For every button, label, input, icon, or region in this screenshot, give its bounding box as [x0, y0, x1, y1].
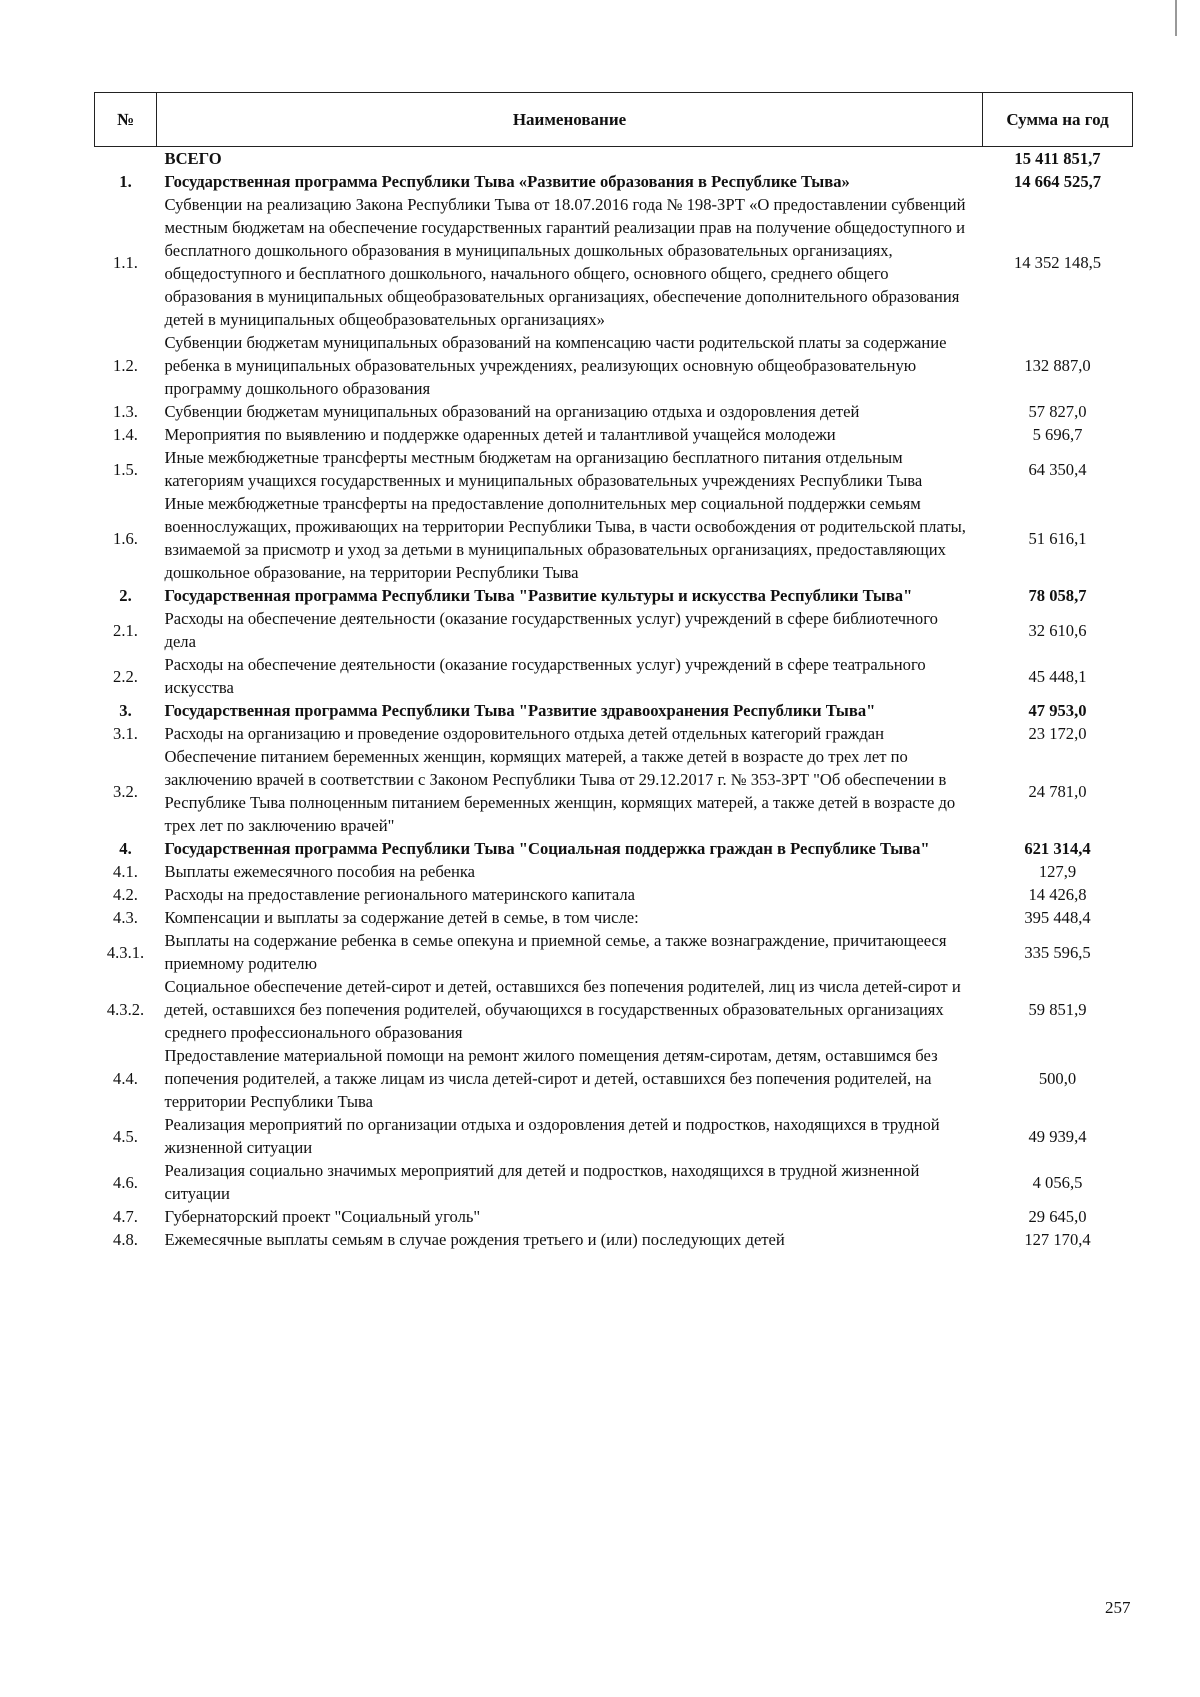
table-row: [95, 906, 1133, 929]
page-number: 257: [1105, 1598, 1131, 1617]
row-sum: 78 058,7: [1028, 586, 1087, 605]
row-sum: 64 350,4: [1028, 459, 1087, 479]
row-sum: 14 352 148,5: [1013, 252, 1102, 272]
row-sum: 14 426,8: [1028, 885, 1087, 904]
row-name: Выплаты ежемесячного пособия на ребенка: [164, 862, 476, 881]
row-number: 4.5.: [113, 1126, 138, 1146]
row-number: 3.2.: [113, 781, 138, 801]
row-sum: 335 596,5: [1024, 942, 1091, 962]
row-sum: 127 170,4: [1024, 1230, 1091, 1249]
table-row: [95, 837, 1133, 860]
row-sum: 29 645,0: [1028, 1207, 1087, 1226]
row-name: Иные межбюджетные трансферты местным бюджетам на организацию бесплатного питания отдельным категориям учащихся государственных и муниципальных образовательных учреждениях Республики Тыва: [164, 448, 923, 490]
row-number: 2.: [119, 586, 132, 605]
row-name: Выплаты на содержание ребенка в семье опекуна и приемной семье, а также вознаграждение, причитающееся приемному родителю: [164, 931, 947, 973]
table-row: [95, 584, 1133, 607]
row-name: Государственная программа Республики Тыва "Развитие здравоохранения Республики Тыва": [164, 701, 876, 720]
table-row: [95, 699, 1133, 722]
row-name: Губернаторский проект "Социальный уголь": [164, 1207, 481, 1226]
row-sum: 15 411 851,7: [1014, 149, 1101, 168]
row-sum: 57 827,0: [1028, 402, 1087, 421]
table-row: [95, 193, 1133, 331]
table-row: [95, 492, 1133, 584]
table-row: [95, 1044, 1133, 1113]
table-row: [95, 1205, 1133, 1228]
row-number: 4.4.: [113, 1069, 138, 1088]
row-name: Расходы на обеспечение деятельности (оказание государственных услуг) учреждений в сфере библиотечного дела: [164, 609, 938, 651]
row-number: 1.1.: [113, 252, 138, 272]
table-row: [95, 1113, 1133, 1159]
row-name: Ежемесячные выплаты семьям в случае рождения третьего и (или) последующих детей: [164, 1230, 785, 1249]
row-number: 1.6.: [113, 528, 138, 548]
row-name: ВСЕГО: [164, 149, 222, 168]
row-sum: 395 448,4: [1024, 908, 1091, 927]
row-sum: 132 887,0: [1024, 356, 1091, 375]
row-sum: 14 664 525,7: [1013, 172, 1102, 191]
table-row: [95, 1159, 1133, 1205]
row-name: Обеспечение питанием беременных женщин, кормящих матерей, а также детей в возрасте до трех лет по заключению врачей в соответствии с Законом Республики Тыва от 29.12.2017 г. № 353-ЗРТ "Об обеспечении в Республике Тыва полноценным питанием беременных женщин, кормящих матерей, а также детей в возрасте до трех лет по заключению врачей": [164, 747, 956, 835]
budget-table: [94, 92, 1133, 1251]
row-number: 1.: [119, 172, 132, 191]
row-number: [95, 147, 157, 171]
row-number: 1.3.: [113, 402, 138, 421]
row-number: 4.2.: [113, 885, 138, 904]
header-num: №: [95, 93, 157, 147]
header-name: Наименование: [157, 93, 983, 147]
table-row: [95, 722, 1133, 745]
table-row: [95, 331, 1133, 400]
row-number: 2.1.: [113, 620, 138, 640]
table-row: [95, 400, 1133, 423]
row-number: 4.6.: [113, 1172, 138, 1192]
row-sum: 4 056,5: [1032, 1172, 1083, 1192]
row-name: Субвенции бюджетам муниципальных образований на компенсацию части родительской платы за содержание ребенка в муниципальных образовательных учреждениях, реализующих основную общеобразовательную программу дошкольного образования: [164, 333, 947, 398]
row-name: Государственная программа Республики Тыва «Развитие образования в Республике Тыва»: [164, 172, 850, 191]
row-number: 4.: [119, 839, 132, 858]
row-sum: 47 953,0: [1028, 701, 1087, 720]
table-row: [95, 929, 1133, 975]
row-name: Компенсации и выплаты за содержание детей в семье, в том числе:: [164, 908, 639, 927]
table-row: [95, 1228, 1133, 1251]
row-sum: 45 448,1: [1028, 666, 1087, 686]
row-number: 1.4.: [113, 425, 138, 444]
table-row: [95, 745, 1133, 837]
row-name: Иные межбюджетные трансферты на предоставление дополнительных мер социальной поддержки семьям военнослужащих, проживающих на территории Республики Тыва, в части освобождения от родительской платы, взимаемой за присмотр и уход за детьми в муниципальных образовательных организациях, предоставляющих дошкольное образование, на территории Республики Тыва: [164, 494, 966, 582]
row-sum: 59 851,9: [1028, 1000, 1087, 1019]
row-number: 1.5.: [113, 459, 138, 479]
row-sum: 127,9: [1038, 862, 1077, 881]
header-sum: Сумма на год: [983, 93, 1133, 147]
row-sum: 49 939,4: [1028, 1126, 1087, 1146]
row-number: 4.3.: [113, 908, 138, 927]
row-name: Реализация социально значимых мероприятий для детей и подростков, находящихся в трудной жизненной ситуации: [164, 1161, 920, 1203]
table-body: [95, 147, 1133, 1252]
row-number: 4.3.1.: [106, 942, 145, 962]
table-row: [95, 423, 1133, 446]
row-name: Государственная программа Республики Тыва "Социальная поддержка граждан в Республике Тыва": [164, 839, 930, 858]
row-number: 4.3.2.: [106, 1000, 145, 1019]
row-sum: 51 616,1: [1028, 528, 1087, 548]
row-sum: 621 314,4: [1024, 839, 1091, 858]
row-sum: 32 610,6: [1028, 620, 1087, 640]
row-sum: 24 781,0: [1028, 781, 1087, 801]
row-number: 4.7.: [113, 1207, 138, 1226]
table-header-row: [95, 93, 1133, 147]
table-row: [95, 147, 1133, 171]
table-row: [95, 860, 1133, 883]
row-sum: 5 696,7: [1032, 425, 1083, 444]
table-row: [95, 975, 1133, 1044]
table-row: [95, 446, 1133, 492]
row-name: Мероприятия по выявлению и поддержке одаренных детей и талантливой учащейся молодежи: [164, 425, 836, 444]
row-name: Предоставление материальной помощи на ремонт жилого помещения детям-сиротам, детям, оставшимся без попечения родителей, а также лицам из числа детей-сирот и детей, оставшихся без попечения родителей, на территории Республики Тыва: [164, 1046, 938, 1111]
row-number: 3.1.: [113, 724, 138, 743]
table-row: [95, 883, 1133, 906]
row-name: Расходы на организацию и проведение оздоровительного отдыха детей отдельных категорий граждан: [164, 724, 885, 743]
table-row: [95, 653, 1133, 699]
row-name: Социальное обеспечение детей-сирот и детей, оставшихся без попечения родителей, лиц из числа детей-сирот и детей, оставшихся без попечения родителей, обучающихся в государственных образовательных организациях среднего профессионального образования: [164, 977, 961, 1042]
table-row: [95, 607, 1133, 653]
row-name: Расходы на предоставление регионального материнского капитала: [164, 885, 635, 904]
row-sum: 23 172,0: [1028, 724, 1087, 743]
row-number: 1.2.: [113, 356, 138, 375]
row-name: Субвенции на реализацию Закона Республики Тыва от 18.07.2016 года № 198-ЗРТ «О предоставлении субвенций местным бюджетам на обеспечение государственных гарантий реализации прав на получение общедоступного и бесплатного дошкольного образования в муниципальных дошкольных образовательных организациях, общедоступного и бесплатного дошкольного, начального общего, основного общего, среднего общего образования в муниципальных общеобразовательных организациях, обеспечение дополнительного образования детей в муниципальных общеобразовательных организациях»: [164, 195, 966, 329]
row-name: Расходы на обеспечение деятельности (оказание государственных услуг) учреждений в сфере театрального искусства: [164, 655, 926, 697]
table-row: [95, 170, 1133, 193]
row-number: 2.2.: [113, 666, 138, 686]
row-number: 3.: [119, 701, 132, 720]
row-name: Государственная программа Республики Тыва "Развитие культуры и искусства Республики Тыва": [164, 586, 913, 605]
row-sum: 500,0: [1038, 1069, 1077, 1088]
row-number: 4.8.: [113, 1230, 138, 1249]
row-number: 4.1.: [113, 862, 138, 881]
row-name: Реализация мероприятий по организации отдыха и оздоровления детей и подростков, находящихся в трудной жизненной ситуации: [164, 1115, 940, 1157]
row-name: Субвенции бюджетам муниципальных образований на организацию отдыха и оздоровления детей: [164, 402, 860, 421]
scan-edge-mark: [1175, 0, 1177, 36]
